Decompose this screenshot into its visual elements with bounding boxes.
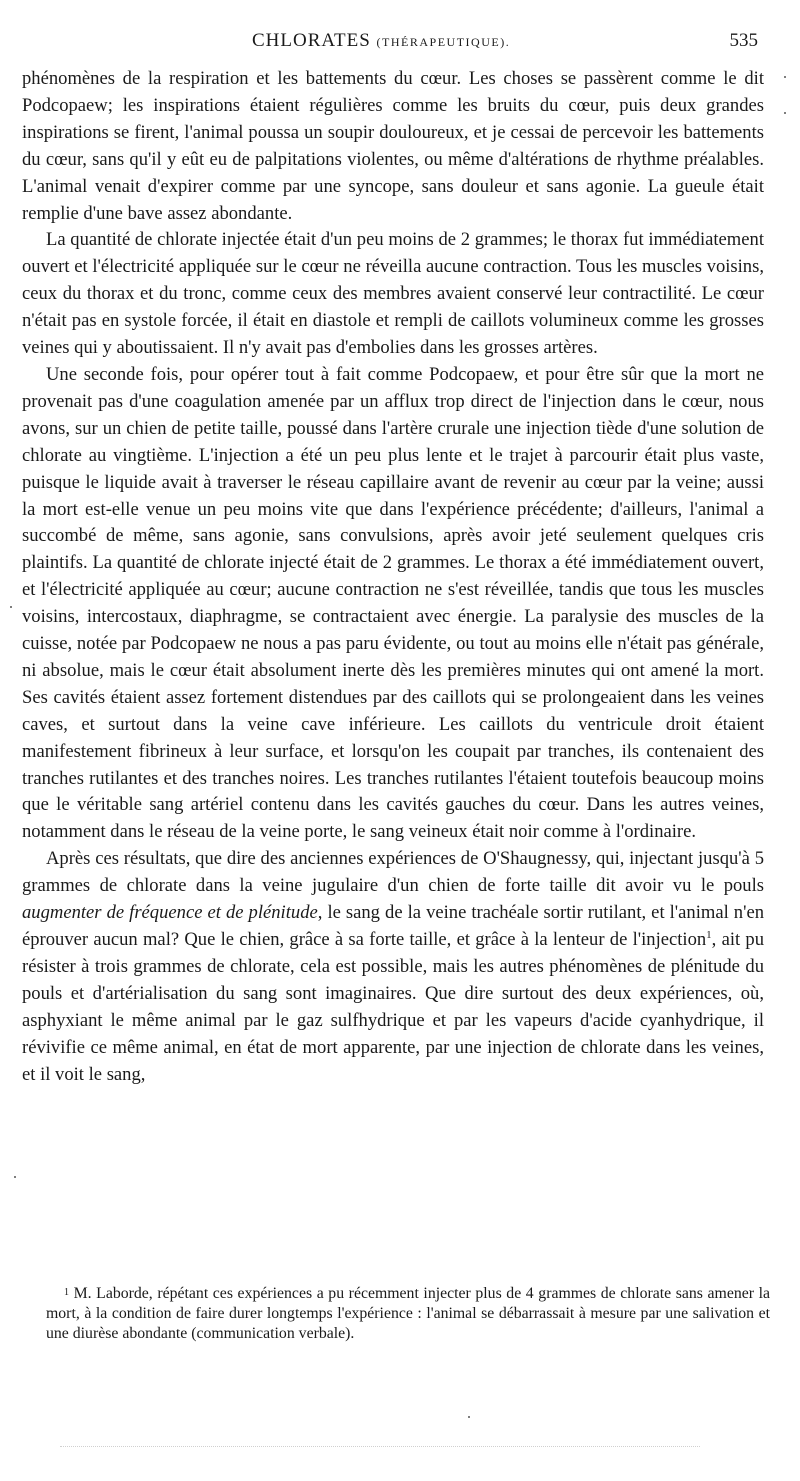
footnote	[46, 1283, 770, 1344]
running-head-title: CHLORATES	[252, 30, 371, 51]
paragraph-4	[22, 846, 764, 1088]
print-speck	[14, 1176, 16, 1178]
paragraph-4-part-3: , ait pu résister à trois grammes de chlorate, cela est possible, mais les autres phénomènes de plénitude du pouls et d'artérialisation du sang sont imaginaires. Que dire surtout des deux expériences, où, asphyxiant le même animal par le gaz sulfhydrique et par les vapeurs d'acide cyanhydrique, il révivifie ce même animal, en état de mort apparente, par une injection de chlorate dans les veines, et il voit le sang,	[22, 929, 764, 1085]
paragraph-2: La quantité de chlorate injectée était d'un peu moins de 2 grammes; le thorax fut immédiatement ouvert et l'électricité appliquée sur le cœur ne réveilla aucune contraction. Tous les muscles voisins, ceux du thorax et du tronc, comme ceux des membres avaient conservé leur contractilité. Le cœur n'était pas en systole forcée, il était en diastole et rempli de caillots volumineux comme les grosses veines qui y aboutissaient. Il n'y avait pas d'embolies dans les grosses artères.	[22, 229, 764, 359]
body-text	[22, 66, 764, 1088]
print-speck	[10, 606, 12, 608]
paragraph-3: Une seconde fois, pour opérer tout à fait comme Podcopaew, et pour être sûr que la mort ne provenait pas d'une coagulation amenée par un afflux trop direct de l'injection dans le cœur, nous avons, sur un chien de petite taille, poussé dans l'artère crurale une injection tiède d'une solution de chlorate au vingtième. L'injection a été un peu plus lente et le trajet à parcourir était plus vaste, puisque le liquide avait à traverser le réseau capillaire avant de revenir au cœur par la veine; aussi la mort est-elle venue un peu moins vite que dans l'expérience précédente; d'ailleurs, l'animal a succombé de même, sans agonie, sans convulsions, après avoir jeté seulement quelques cris plaintifs. La quantité de chlorate injecté était de 2 grammes. Le thorax a été immédiatement ouvert, et l'électricité appliquée au cœur; aucune contraction ne s'est réveillée, tandis que tous les muscles voisins, intercostaux, diaphragme, se contractaient avec énergie. La paralysie des muscles de la cuisse, notée par Podcopaew ne nous a pas paru évidente, ou tout au moins elle n'était pas générale, ni absolue, mais le cœur était absolument inerte dès les premières minutes qui ont amené la mort. Ses cavités étaient assez fortement distendues par des caillots qui se prolongeaient dans les veines caves, et surtout dans la veine cave inférieure. Les caillots du ventricule droit étaient manifestement fibrineux à leur surface, et lorsqu'on les coupait par tranches, ils contenaient des tranches rutilantes et des tranches noires. Les tranches rutilantes l'étaient toutefois beaucoup moins que le véritable sang artériel contenu dans les cavités gauches du cœur. Dans les autres veines, notamment dans le réseau de la veine porte, le sang veineux était noir comme à l'ordinaire.	[22, 363, 764, 843]
footnote-reference[interactable]: 1	[706, 928, 712, 941]
page-number: 535	[729, 30, 758, 51]
print-speck	[784, 76, 786, 78]
running-head	[252, 30, 510, 52]
paragraph-1: phénomènes de la respiration et les battements du cœur. Les choses se passèrent comme le dit Podcopaew; les inspirations étaient régulières comme les bruits du cœur, puis deux grandes inspirations se firent, l'animal poussa un soupir douloureux, et je cessai de percevoir les battements du cœur, sans qu'il y eût eu de palpitations violentes, ou même d'altérations de rhythme préalables. L'animal venait d'expirer comme par une syncope, sans douleur et sans agonie. La gueule était remplie d'une bave assez abondante.	[22, 68, 764, 224]
print-speck	[784, 112, 786, 114]
italic-phrase: augmenter de fréquence et de plénitude	[22, 902, 318, 924]
paragraph-4-part-1: Après ces résultats, que dire des anciennes expériences de O'Shaugnessy, qui, injectant jusqu'à 5 grammes de chlorate dans la veine jugulaire d'un chien de forte taille dit avoir vu le pouls	[22, 848, 764, 897]
paragraph-4-part-2: , le sang de la veine trachéale sortir rutilant, et l'animal n'en éprouver aucun mal? Que le chien, grâce à sa forte taille, et grâce à la lenteur de l'injection	[22, 902, 764, 950]
running-head-subtitle: (THÉRAPEUTIQUE).	[376, 35, 511, 49]
page-header	[0, 30, 800, 60]
footnote-text: M. Laborde, répétant ces expériences a pu récemment injecter plus de 4 grammes de chlorate sans amener la mort, à la condition de faire durer longtemps l'expérience : l'animal se débarrassait à mesure par une salivation et une diurèse abondante (communication verbale).	[46, 1285, 770, 1342]
print-speck	[468, 1416, 470, 1418]
bottom-faint-rule	[60, 1446, 700, 1447]
footnote-mark: 1	[64, 1287, 69, 1298]
